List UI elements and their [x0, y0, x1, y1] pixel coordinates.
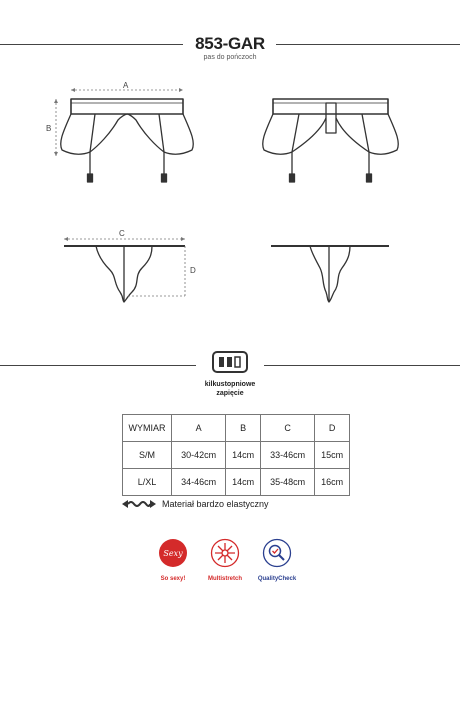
table-header-row	[123, 415, 350, 442]
table-cell: 34-46cm	[172, 469, 226, 496]
table-header-cell: C	[260, 415, 314, 442]
badge-label: So sexy!	[160, 576, 186, 582]
table-cell: 14cm	[226, 442, 261, 469]
dimension-a-label: A	[123, 81, 129, 90]
table-cell: 15cm	[315, 442, 350, 469]
product-subtitle: pas do pończoch	[203, 54, 257, 61]
table-header-cell: A	[172, 415, 226, 442]
stretch-arrows-icon	[122, 499, 156, 509]
badge-multistretch	[195, 538, 255, 582]
table-cell: S/M	[123, 442, 172, 469]
hook-eye-fastener-icon	[211, 348, 249, 376]
table-row	[123, 469, 350, 496]
badge-so-sexy	[143, 538, 203, 582]
dimension-d-label: D	[190, 266, 196, 275]
badge-label: Multistretch	[207, 576, 242, 582]
table-cell: 16cm	[315, 469, 350, 496]
divider-rule-right	[264, 365, 460, 366]
size-table	[122, 414, 350, 496]
quality-check-icon	[262, 538, 292, 568]
fastener-label-line2: zapięcie	[216, 390, 244, 397]
table-cell: 14cm	[226, 469, 261, 496]
product-code: 853-GAR	[195, 34, 265, 53]
table-row	[123, 442, 350, 469]
fastener-label	[0, 380, 460, 398]
table-header-cell: WYMIAR	[123, 415, 172, 442]
dimension-c-label: C	[119, 229, 125, 238]
multistretch-icon	[210, 538, 240, 568]
badge-quality-check	[247, 538, 307, 582]
svg-text:Sexy: Sexy	[163, 549, 183, 558]
table-cell: 30-42cm	[172, 442, 226, 469]
table-cell: L/XL	[123, 469, 172, 496]
table-cell: 33-46cm	[260, 442, 314, 469]
elastic-note	[122, 499, 269, 509]
divider-rule-left	[0, 365, 196, 366]
table-cell: 35-48cm	[260, 469, 314, 496]
badge-label: QualityCheck	[257, 576, 297, 582]
table-header-cell: B	[226, 415, 261, 442]
fastener-label-line1: kilkustopniowe	[204, 381, 256, 388]
garter-belt-front-drawing	[0, 70, 460, 310]
dimension-b-label: B	[46, 124, 52, 133]
table-header-cell: D	[315, 415, 350, 442]
elastic-note-text: Materiał bardzo elastyczny	[162, 499, 269, 509]
sexy-circle-icon	[158, 538, 188, 568]
